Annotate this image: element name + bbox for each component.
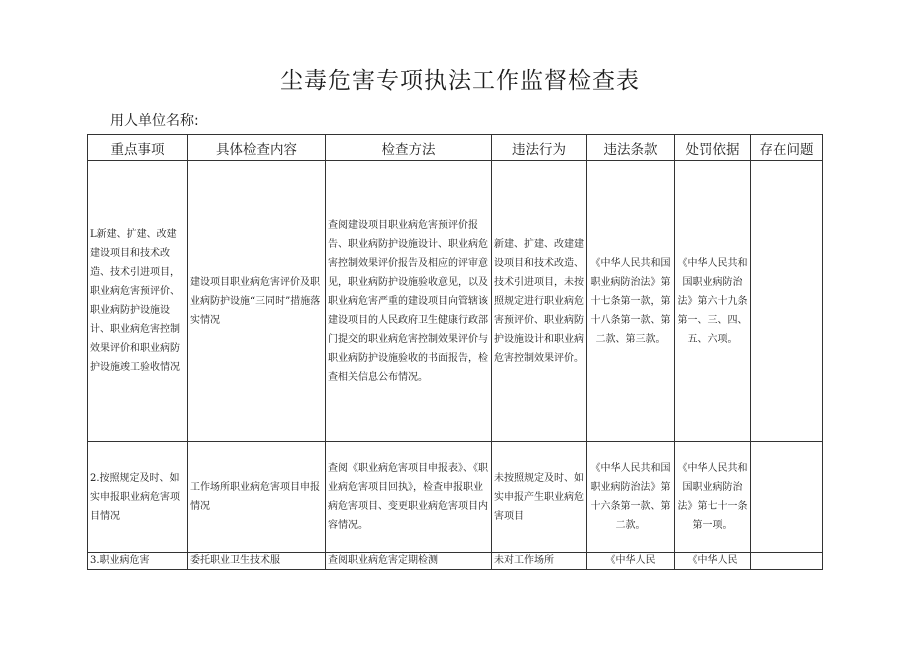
cell-basis: 《中华人民共和国职业病防治法》第七十一条第一项。 [675, 442, 751, 553]
cell-clause: 《中华人民 [587, 553, 675, 570]
employer-name-label: 用人单位名称: [110, 113, 199, 129]
cell-method: 查阅职业病危害定期检测 [326, 553, 492, 570]
header-issue: 存在问题 [751, 135, 823, 161]
header-method: 检查方法 [326, 135, 492, 161]
cell-issue[interactable] [751, 442, 823, 553]
page-title: 尘毒危害专项执法工作监督检查表 [280, 68, 640, 94]
table-header-row [88, 135, 823, 161]
cell-content: 建设项目职业病危害评价及职业病防护设施“三同时”措施落实情况 [188, 161, 326, 442]
table-row [88, 442, 823, 553]
header-basis: 处罚依据 [675, 135, 751, 161]
cell-item: 2.按照规定及时、如实申报职业病危害项目情况 [88, 442, 188, 553]
cell-item: 3.职业病危害 [88, 553, 188, 570]
header-violation: 违法行为 [492, 135, 587, 161]
table-row [88, 553, 823, 570]
cell-content: 工作场所职业病危害项目申报情况 [188, 442, 326, 553]
header-content: 具体检查内容 [188, 135, 326, 161]
cell-issue[interactable] [751, 553, 823, 570]
header-key-item: 重点事项 [88, 135, 188, 161]
cell-clause: 《中华人民共和国职业病防治法》第十七条第一款，第十八条第一款、第二款、第三款。 [587, 161, 675, 442]
cell-method: 查阅建设项目职业病危害预评价报告、职业病防护设施设计、职业病危害控制效果评价报告及相应的评审意见，职业病防护设施验收意见，以及职业病危害严重的建设项目向管辖该建设项目的人民政府卫生健康行政部门提交的职业病危害控制效果评价与职业病防护设施验收的书面报告，检查相关信息公布情况。 [326, 161, 492, 442]
cell-violation: 未对工作场所 [492, 553, 587, 570]
cell-issue[interactable] [751, 161, 823, 442]
cell-basis: 《中华人民 [675, 553, 751, 570]
cell-clause: 《中华人民共和国职业病防治法》第十六条第一款、第二款。 [587, 442, 675, 553]
inspection-table [87, 134, 823, 570]
cell-item: L新建、扩建、改建建设项目和技术改造、技术引进项目，职业病危害预评价、职业病防护设施设计、职业病危害控制效果评价和职业病防护设施竣工验收情况 [88, 161, 188, 442]
cell-basis: 《中华人民共和国职业病防治法》第六十九条第一、三、四、五、六项。 [675, 161, 751, 442]
header-clause: 违法条款 [587, 135, 675, 161]
cell-method: 查阅《职业病危害项目申报表》、《职业病危害项目回执》，检查申报职业病危害项目、变更职业病危害项目内容情况。 [326, 442, 492, 553]
cell-violation: 新建、扩建、改建建设项目和技术改造、技术引进项目，未按照规定进行职业病危害预评价、职业病防护设施设计和职业病危害控制效果评价。 [492, 161, 587, 442]
cell-violation: 未按照规定及时、如实申报产生职业病危害项目 [492, 442, 587, 553]
cell-content: 委托职业卫生技术服 [188, 553, 326, 570]
table-row [88, 161, 823, 442]
